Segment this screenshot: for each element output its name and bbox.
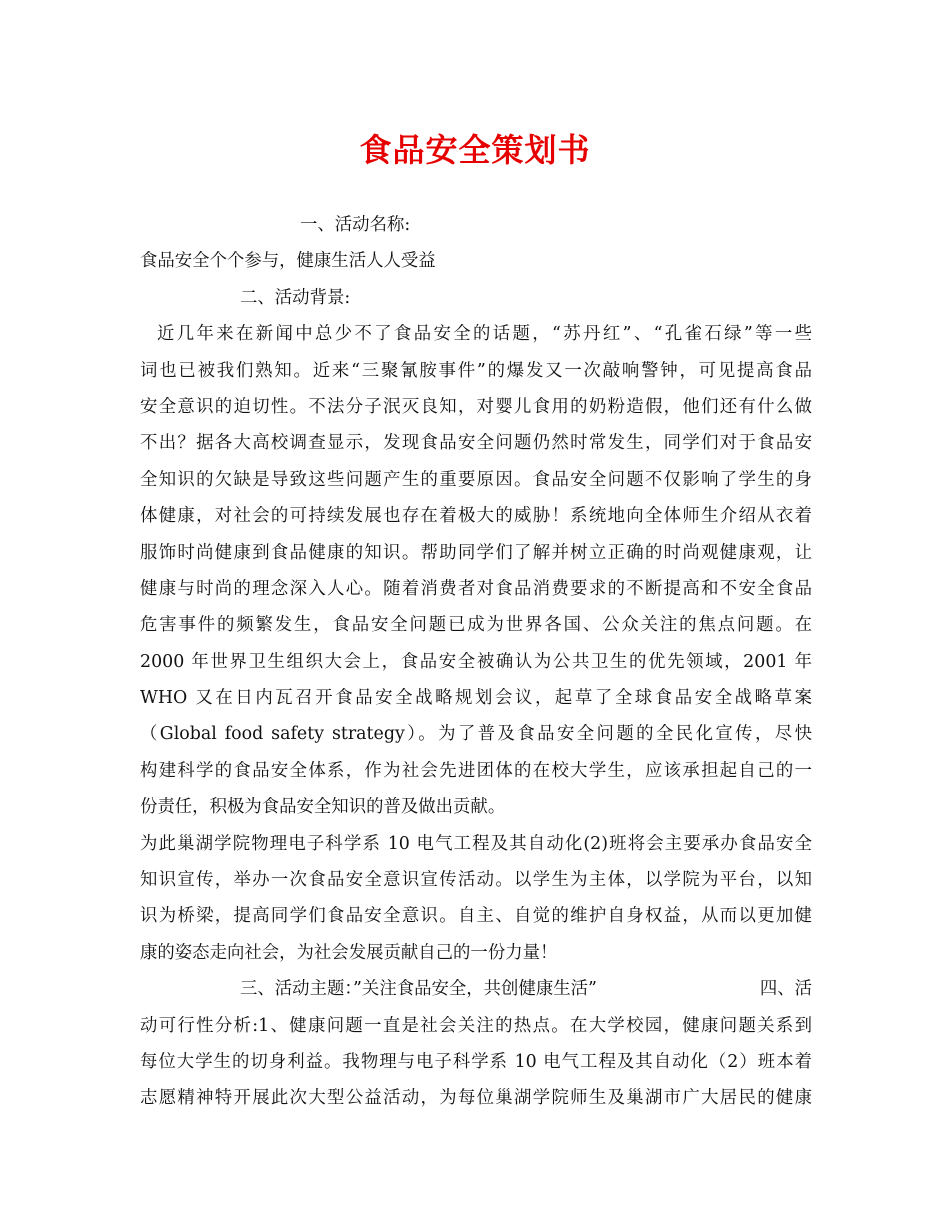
section2-heading: 二、活动背景: xyxy=(240,287,351,308)
paragraph-line: （Global food safety strategy）。为了普及食品安全问题的全民化宣传，尽快 xyxy=(140,724,812,745)
section1-body: 食品安全个个参与，健康生活人人受益 xyxy=(140,251,436,272)
paragraph-line: 危害事件的频繁发生，食品安全问题已成为世界各国、公众关注的焦点问题。在 xyxy=(140,615,812,636)
paragraph-line: 近几年来在新闻中总少不了食品安全的话题，“苏丹红”、“孔雀石绿”等一些 xyxy=(157,324,812,345)
background-paragraph xyxy=(140,316,812,825)
section3-heading-row xyxy=(140,971,812,1007)
paragraph-line: 全知识的欠缺是导致这些问题产生的重要原因。食品安全问题不仅影响了学生的身 xyxy=(140,469,812,490)
paragraph-line: 动可行性分析:1、健康问题一直是社会关注的热点。在大学校园，健康问题关系到 xyxy=(140,1015,812,1036)
paragraph-line: 志愿精神特开展此次大型公益活动，为每位巢湖学院师生及巢湖市广大居民的健康 xyxy=(140,1088,812,1109)
paragraph-line: WHO 又在日内瓦召开食品安全战略规划会议，起草了全球食品安全战略草案 xyxy=(140,688,812,709)
purpose-paragraph xyxy=(140,826,812,972)
feasibility-paragraph xyxy=(140,1008,812,1117)
section1-heading: 一、活动名称: xyxy=(300,215,411,235)
paragraph-line: 识为桥梁，提高同学们食品安全意识。自主、自觉的维护自身权益，从而以更加健 xyxy=(140,906,812,927)
paragraph-line: 为此巢湖学院物理电子科学系 10 电气工程及其自动化(2)班将会主要承办食品安全 xyxy=(140,833,812,854)
paragraph-line: 体健康，对社会的可持续发展也存在着极大的威胁！系统地向全体师生介绍从衣着 xyxy=(140,506,812,527)
document-body xyxy=(140,207,812,1117)
paragraph-line: 不出？据各大高校调查显示，发现食品安全问题仍然时常发生，同学们对于食品安 xyxy=(140,433,812,454)
paragraph-line: 份责任，积极为食品安全知识的普及做出贡献。 xyxy=(140,797,506,818)
paragraph-line: 知识宣传，举办一次食品安全意识宣传活动。以学生为主体，以学院为平台，以知 xyxy=(140,870,812,891)
section3-heading: 三、活动主题：”关注食品安全，共创健康生活” xyxy=(240,979,597,1000)
paragraph-line: 2000 年世界卫生组织大会上，食品安全被确认为公共卫生的优先领域，2001 年 xyxy=(140,651,812,672)
paragraph-line: 康的姿态走向社会，为社会发展贡献自己的一份力量！ xyxy=(140,942,558,963)
paragraph-line: 构建科学的食品安全体系，作为社会先进团体的在校大学生，应该承担起自己的一 xyxy=(140,760,812,781)
paragraph-line: 安全意识的迫切性。不法分子泯灭良知，对婴儿食用的奶粉造假，他们还有什么做 xyxy=(140,396,812,417)
section4-heading-start: 四、活 xyxy=(759,979,812,1000)
paragraph-line: 词也已被我们熟知。近来“三聚氰胺事件”的爆发又一次敲响警钟，可见提高食品 xyxy=(140,360,812,381)
document-title: 食品安全策划书 xyxy=(359,131,591,169)
paragraph-line: 健康与时尚的理念深入人心。随着消费者对食品消费要求的不断提高和不安全食品 xyxy=(140,578,812,599)
paragraph-line: 服饰时尚健康到食品健康的知识。帮助同学们了解并树立正确的时尚观健康观，让 xyxy=(140,542,812,563)
paragraph-line: 每位大学生的切身利益。我物理与电子科学系 10 电气工程及其自动化（2）班本着 xyxy=(140,1051,812,1072)
